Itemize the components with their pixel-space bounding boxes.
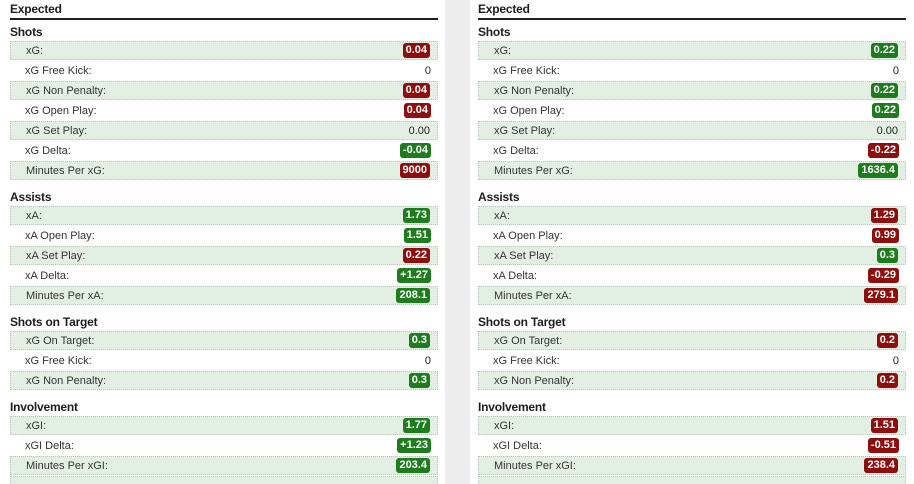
stats-section-involvement — [10, 400, 438, 475]
stat-label: Minutes Per xG: — [494, 164, 573, 177]
stat-label: xG Non Penalty: — [26, 84, 107, 97]
expected-panel-right — [478, 0, 906, 484]
stat-label: Minutes Per xG: — [26, 164, 105, 177]
expected-panel-left — [10, 0, 438, 484]
stat-row — [10, 246, 438, 265]
stats-section-shots-on-target — [478, 315, 906, 390]
stat-label: xA: — [26, 209, 42, 222]
clipped-row — [478, 476, 906, 484]
stat-row — [10, 331, 438, 350]
stat-row — [478, 351, 906, 370]
stat-value-badge: 0.2 — [877, 373, 898, 388]
stats-section-shots-on-target — [10, 315, 438, 390]
stat-label: xG On Target: — [494, 334, 563, 347]
stat-value-badge: 1.73 — [403, 208, 430, 223]
stat-value: 0.00 — [408, 124, 430, 137]
stat-label: xG Non Penalty: — [494, 374, 575, 387]
stat-row — [10, 416, 438, 435]
stat-value-badge: 208.1 — [396, 288, 430, 303]
stat-label: xG Set Play: — [26, 124, 88, 137]
stat-value-badge: 9000 — [400, 163, 430, 178]
stat-row — [478, 41, 906, 60]
stat-label: Minutes Per xGI: — [26, 459, 108, 472]
stat-row — [478, 266, 906, 285]
stat-row — [10, 81, 438, 100]
stat-label: xA: — [494, 209, 510, 222]
stat-row — [10, 61, 438, 80]
stat-row — [10, 101, 438, 120]
section-title: Shots on Target — [478, 315, 566, 329]
stat-value-badge: 0.2 — [877, 333, 898, 348]
stats-section-assists — [10, 190, 438, 305]
stat-row — [478, 101, 906, 120]
section-title: Involvement — [10, 400, 78, 414]
stats-section-involvement — [478, 400, 906, 475]
stat-label: xA Set Play: — [26, 249, 86, 262]
stat-value-badge: 0.3 — [409, 333, 430, 348]
stat-value-badge: -0.51 — [868, 438, 899, 453]
stat-value-badge: 1.77 — [403, 418, 430, 433]
stat-label: xGI: — [26, 419, 47, 432]
stat-row — [478, 206, 906, 225]
stat-label: xG Free Kick: — [25, 64, 92, 77]
stat-row — [478, 331, 906, 350]
stat-row — [478, 226, 906, 245]
stat-value-badge: -0.29 — [868, 268, 899, 283]
stat-label: xG Set Play: — [494, 124, 556, 137]
stat-row — [478, 286, 906, 305]
stat-value-badge: 0.3 — [877, 248, 898, 263]
stat-value: 0.00 — [876, 124, 898, 137]
stat-label: xA Open Play: — [493, 229, 563, 242]
stat-label: xG Non Penalty: — [26, 374, 107, 387]
stat-row — [478, 456, 906, 475]
panel-title: Expected — [478, 2, 906, 20]
stat-value-badge: 1.51 — [404, 228, 431, 243]
stat-value-badge: 0.3 — [409, 373, 430, 388]
stat-label: xA Delta: — [25, 269, 70, 282]
stat-label: xGI Delta: — [493, 439, 542, 452]
section-title: Shots — [478, 25, 511, 39]
stats-section-shots — [478, 25, 906, 180]
stat-row — [10, 206, 438, 225]
stat-row — [478, 121, 906, 140]
stat-value-badge: -0.04 — [400, 143, 431, 158]
stat-value: 0 — [892, 354, 899, 367]
stat-value-badge: 0.99 — [872, 228, 899, 243]
section-title: Shots on Target — [10, 315, 98, 329]
stat-value-badge: 1.29 — [871, 208, 898, 223]
stat-label: xG Delta: — [493, 144, 539, 157]
stat-label: xG Open Play: — [25, 104, 97, 117]
stat-value-badge: +1.27 — [397, 268, 431, 283]
stat-row — [10, 121, 438, 140]
section-title: Shots — [10, 25, 43, 39]
stat-label: xG Free Kick: — [25, 354, 92, 367]
stat-value-badge: 0.04 — [403, 43, 430, 58]
stat-value-badge: 0.22 — [871, 43, 898, 58]
stat-row — [478, 246, 906, 265]
stat-value-badge: 279.1 — [864, 288, 898, 303]
stat-value: 0 — [424, 64, 431, 77]
panel-title: Expected — [10, 2, 438, 20]
panel-divider — [445, 0, 470, 484]
stat-label: xA Set Play: — [494, 249, 554, 262]
stats-section-shots — [10, 25, 438, 180]
stat-row — [478, 436, 906, 455]
section-title: Assists — [478, 190, 520, 204]
stat-row — [10, 286, 438, 305]
stat-value-badge: 1.51 — [871, 418, 898, 433]
stat-row — [10, 226, 438, 245]
stat-value: 0 — [892, 64, 899, 77]
stat-label: xG: — [494, 44, 512, 57]
stat-value-badge: 203.4 — [396, 458, 430, 473]
stat-value-badge: 0.04 — [403, 83, 430, 98]
stat-row — [10, 141, 438, 160]
stat-label: Minutes Per xA: — [26, 289, 104, 302]
stat-row — [10, 436, 438, 455]
stat-row — [478, 141, 906, 160]
stat-value-badge: 0.22 — [871, 83, 898, 98]
stat-label: xG Delta: — [25, 144, 71, 157]
stat-label: Minutes Per xGI: — [494, 459, 576, 472]
stat-value-badge: 0.22 — [403, 248, 430, 263]
stat-row — [10, 351, 438, 370]
stat-label: xG On Target: — [26, 334, 95, 347]
stat-label: xA Delta: — [493, 269, 538, 282]
stat-label: xGI Delta: — [25, 439, 74, 452]
stat-label: xG Non Penalty: — [494, 84, 575, 97]
stat-label: xG Free Kick: — [493, 64, 560, 77]
stat-row — [10, 371, 438, 390]
stat-row — [478, 61, 906, 80]
stat-label: xG Open Play: — [493, 104, 565, 117]
stat-row — [10, 41, 438, 60]
section-title: Assists — [10, 190, 52, 204]
stat-label: xG Free Kick: — [493, 354, 560, 367]
clipped-row — [10, 476, 438, 484]
stat-value-badge: +1.23 — [397, 438, 431, 453]
section-title: Involvement — [478, 400, 546, 414]
stat-row — [10, 456, 438, 475]
stats-section-assists — [478, 190, 906, 305]
stat-label: xA Open Play: — [25, 229, 95, 242]
stat-value-badge: 238.4 — [864, 458, 898, 473]
stat-value: 0 — [424, 354, 431, 367]
stat-value-badge: -0.22 — [868, 143, 899, 158]
stat-row — [478, 81, 906, 100]
stat-row — [10, 161, 438, 180]
stat-row — [478, 371, 906, 390]
stat-label: xGI: — [494, 419, 515, 432]
stat-row — [478, 416, 906, 435]
stat-label: Minutes Per xA: — [494, 289, 572, 302]
stat-row — [478, 161, 906, 180]
stat-label: xG: — [26, 44, 44, 57]
stat-row — [10, 266, 438, 285]
stat-value-badge: 0.22 — [872, 103, 899, 118]
stat-value-badge: 0.04 — [404, 103, 431, 118]
stat-value-badge: 1636.4 — [858, 163, 898, 178]
